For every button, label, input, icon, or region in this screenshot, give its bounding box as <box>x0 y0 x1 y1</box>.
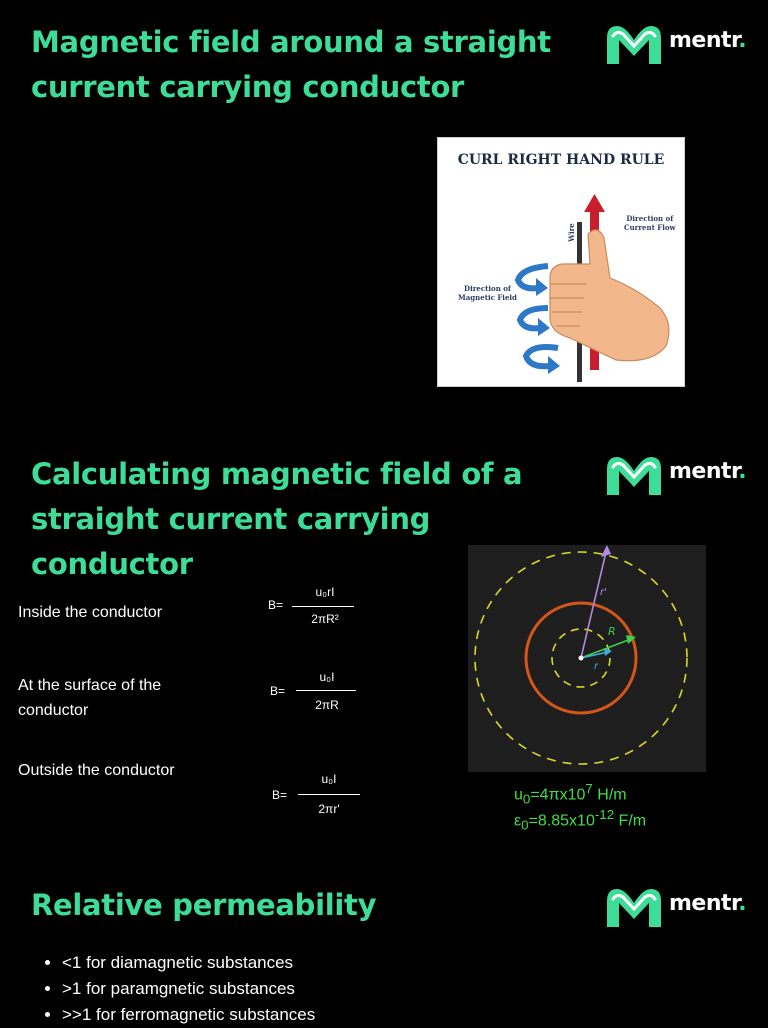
formula-outside: B= u₀I 2πr' <box>272 772 364 817</box>
r-label: r <box>594 661 599 672</box>
center-point <box>579 656 584 661</box>
figure-title: CURL RIGHT HAND RULE <box>457 152 665 168</box>
mu0-constant: $u_0=4\pi x10^7$ H/m <box>514 781 627 807</box>
list-item: • >>1 for ferromagnetic substances <box>62 1002 315 1028</box>
brand-logo-3: mentr. <box>603 885 753 929</box>
permeability-list <box>44 950 315 1028</box>
row-outside-label: Outside the conductor <box>18 762 175 779</box>
brand-logo-2: mentr. <box>603 453 753 497</box>
eps0-constant: $\varepsilon_0=8.85x10^{-12}$ F/m <box>514 807 647 833</box>
mentr-m-logo-icon <box>603 24 665 66</box>
field-circles-svg <box>468 545 706 772</box>
section1-title-line2: current carrying conductor <box>31 70 465 104</box>
row-surface-label: At the surface of the conductor <box>18 677 162 719</box>
wire-label: Wire <box>566 223 576 242</box>
formula-inside: B= u₀rI 2πR² <box>268 585 358 630</box>
curl-right-hand-rule-figure <box>437 137 685 387</box>
section3-title: Relative permeability <box>31 888 377 922</box>
section1-title <box>31 20 551 110</box>
mentr-m-logo-icon <box>603 455 665 497</box>
mentr-m-logo-icon <box>603 887 665 929</box>
brand-name: mentr <box>669 28 739 53</box>
formula-surface: B= u₀I 2πR <box>270 670 360 715</box>
list-item: • <1 for diamagnetic substances <box>62 950 315 976</box>
concentric-field-diagram <box>468 545 706 772</box>
brand-logo <box>603 22 753 66</box>
section2-title: Calculating magnetic field of a straight current carrying conductor <box>31 457 523 581</box>
r-prime-vector <box>581 552 606 658</box>
row-inside-label: Inside the conductor <box>18 604 163 621</box>
r-prime-label: r' <box>600 587 607 598</box>
brand-dot: . <box>738 28 747 53</box>
section1-title-line1: Magnetic field around a straight <box>31 25 551 59</box>
right-hand-illustration <box>438 138 686 388</box>
current-flow-label: Direction of Current Flow <box>624 214 676 232</box>
list-item: • >1 for paramgnetic substances <box>62 976 315 1002</box>
magnetic-field-label: Direction of Magnetic Field <box>458 284 517 302</box>
hand-shape <box>550 230 669 361</box>
R-label: R <box>608 625 616 638</box>
